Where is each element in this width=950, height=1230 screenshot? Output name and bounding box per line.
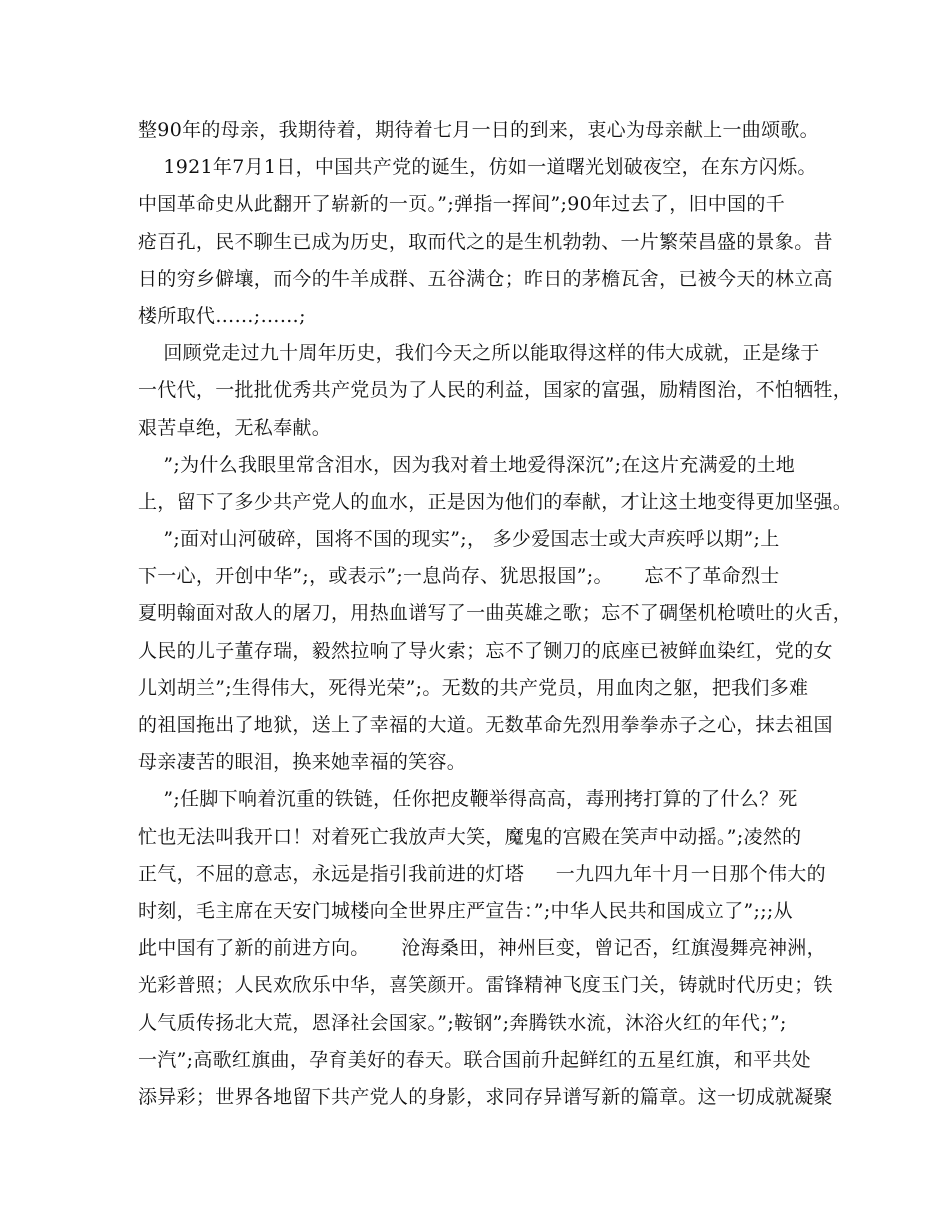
text-line: ”;面对山河破碎，国将不国的现实”;， 多少爱国志士或大声疾呼以期”;上: [138, 528, 780, 551]
text-line: ”;为什么我眼里常含泪水，因为我对着土地爱得深沉”;在这片充满爱的土地: [138, 453, 796, 476]
text-line: 夏明翰面对敌人的屠刀，用热血谱写了一曲英雄之歌；忘不了碉堡机枪喷吐的火舌，: [138, 602, 853, 625]
text-line: 人气质传扬北大荒，恩泽社会国家。”;鞍钢”;奔腾铁水流，沐浴火红的年代；”;: [138, 1011, 787, 1034]
text-line: 忙也无法叫我开口！对着死亡我放声大笑，魔鬼的宫殿在笑声中动摇。”;凌然的: [138, 825, 802, 848]
text-line: 母亲凄苦的眼泪，换来她幸福的笑容。: [138, 751, 467, 774]
text-line: 儿刘胡兰”;生得伟大，死得光荣”;。无数的共产党员，用血肉之躯，把我们多难: [138, 676, 809, 699]
text-line: 时刻，毛主席在天安门城楼向全世界庄严宣告：”;中华人民共和国成立了”;;;从: [138, 899, 793, 922]
text-line: 光彩普照；人民欢欣乐中华，喜笑颜开。雷锋精神飞度玉门关，铸就时代历史；铁: [138, 974, 833, 997]
text-line: 此中国有了新的前进方向。 沧海桑田，神州巨变，曾记否，红旗漫舞亮神洲，: [138, 937, 826, 960]
text-line: ”;任脚下响着沉重的铁链，任你把皮鞭举得高高，毒刑拷打算的了什么？死: [138, 788, 798, 811]
text-line: 一代代，一批批优秀共产党员为了人民的利益，国家的富强，励精图治，不怕牺牲，: [138, 379, 853, 402]
text-line: 1921年7月1日，中国共产党的诞生，仿如一道曙光划破夜空，在东方闪烁。: [138, 156, 817, 179]
text-line: 下一心，开创中华”;，或表示”;一息尚存、犹思报国”;。 忘不了革命烈士: [138, 565, 780, 588]
text-line: 的祖国拖出了地狱，送上了幸福的大道。无数革命先烈用拳拳赤子之心，抹去祖国: [138, 714, 833, 736]
text-line: 回顾党走过九十周年历史，我们今天之所以能取得这样的伟大成就，正是缘于: [138, 342, 820, 365]
text-line: 添异彩；世界各地留下共产党人的身影，求同存异谱写新的篇章。这一切成就凝聚: [138, 1085, 833, 1108]
text-line: 楼所取代……;……;: [138, 304, 306, 327]
text-line: 中国革命史从此翻开了崭新的一页。”;弹指一挥间”;90年过去了，旧中国的千: [138, 193, 786, 216]
text-line: 正气，不屈的意志，永远是指引我前进的灯塔 一九四九年十月一日那个伟大的: [138, 862, 826, 885]
text-line: 日的穷乡僻壤，而今的牛羊成群、五谷满仓；昨日的茅檐瓦舍，已被今天的林立高: [138, 267, 833, 290]
text-line: 疮百孔，民不聊生已成为历史，取而代之的是生机勃勃、一片繁荣昌盛的景象。昔: [138, 230, 833, 253]
body-text: [138, 112, 853, 1116]
text-line: 整90年的母亲，我期待着，期待着七月一日的到来，衷心为母亲献上一曲颂歌。: [138, 119, 819, 141]
text-line: 艰苦卓绝，无私奉献。: [138, 416, 332, 439]
text-line: 上，留下了多少共产党人的血水，正是因为他们的奉献，才让这土地变得更加坚强。: [138, 490, 853, 513]
text-line: 一汽”;高歌红旗曲，孕育美好的春天。联合国前升起鲜红的五星红旗，和平共处: [138, 1048, 811, 1071]
text-line: 人民的儿子董存瑞，毅然拉响了导火索；忘不了铡刀的底座已被鲜血染红，党的女: [138, 639, 833, 662]
